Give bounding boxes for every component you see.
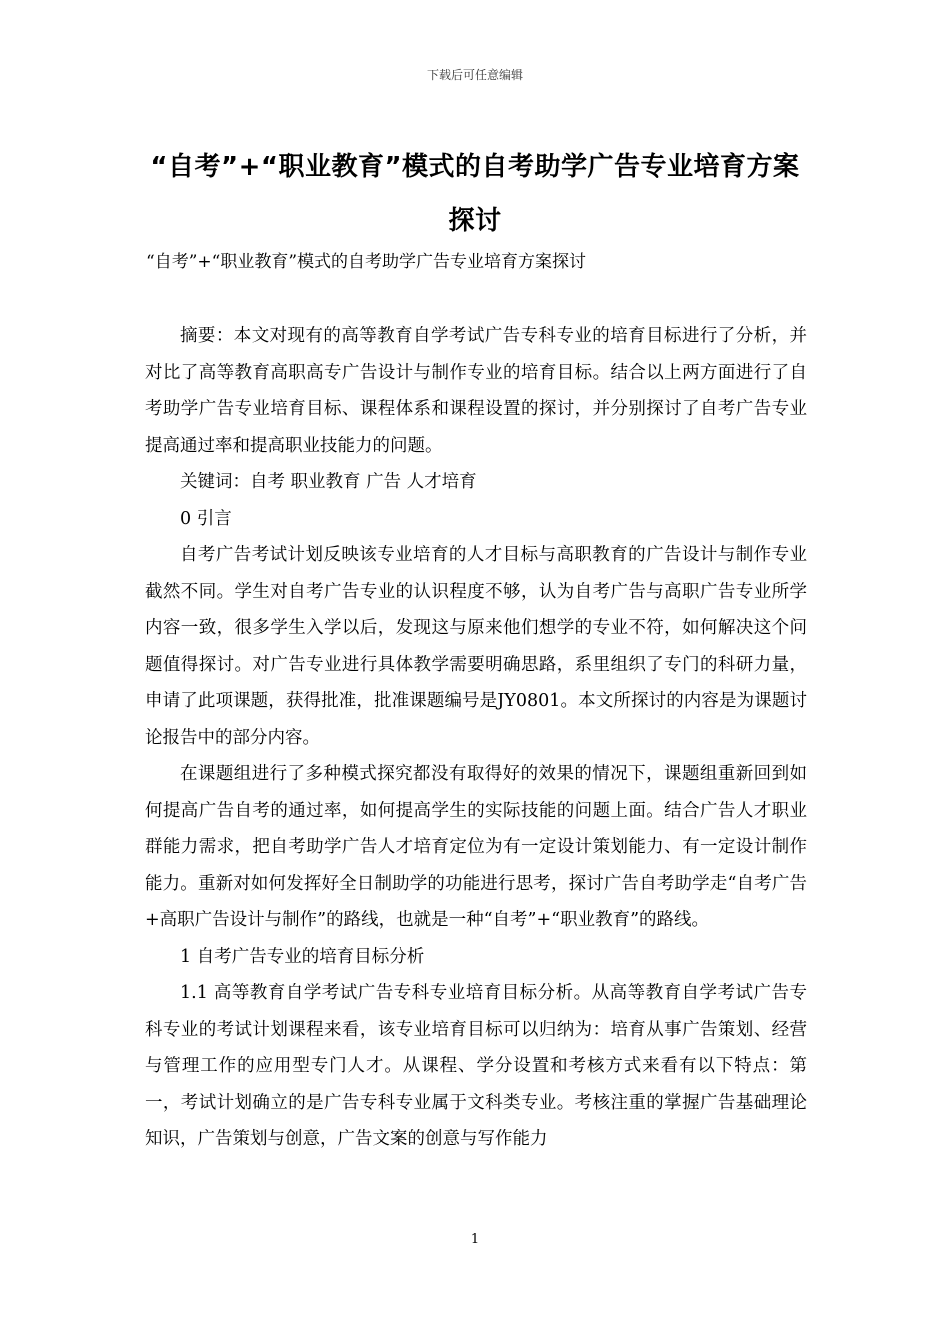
header-note: 下载后可任意编辑 — [426, 68, 523, 82]
document-subtitle: “自考”+“职业教育”模式的自考助学广告专业培育方案探讨 — [146, 252, 587, 272]
body-paragraph: 1.1 高等教育自学考试广告专科专业培育目标分析。从高等教育自学考试广告专科专业的考试计划课程来看，该专业培育目标可以归纳为：培育从事广告策划、经营与管理工作的应用型专门人才。从课程、学分设置和考核方式来看有以下特点：第一，考试计划确立的是广告专科专业属于文科类专业。考核注重的掌握广告基础理论知识，广告策划与创意，广告文案的创意与写作能力 — [145, 983, 807, 1149]
section-heading-introduction: 0 引言 — [180, 508, 232, 529]
document-body — [145, 318, 807, 1158]
title-line-2: 探讨 — [448, 206, 502, 236]
body-paragraph: 在课题组进行了多种模式探究都没有取得好的效果的情况下，课题组重新回到如何提高广告自考的通过率，如何提高学生的实际技能的问题上面。结合广告人才职业群能力需求，把自考助学广告人才培育定位为有一定设计策划能力、有一定设计制作能力。重新对如何发挥好全日制助学的功能进行思考，探讨广告自考助学走“自考广告+高职广告设计与制作”的路线，也就是一种“自考”+“职业教育”的路线。 — [145, 764, 807, 930]
keywords-line: 关键词：自考 职业教育 广告 人才培育 — [180, 472, 477, 492]
page-number: 1 — [470, 1232, 480, 1247]
document-title — [140, 140, 810, 248]
abstract-paragraph: 摘要：本文对现有的高等教育自学考试广告专科专业的培育目标进行了分析，并对比了高等教育高职高专广告设计与制作专业的培育目标。结合以上两方面进行了自考助学广告专业培育目标、课程体系和课程设置的探讨，并分别探讨了自考广告专业提高通过率和提高职业技能力的问题。 — [145, 326, 807, 456]
title-line-1: “自考”+“职业教育”模式的自考助学广告专业培育方案 — [150, 152, 800, 182]
body-paragraph: 自考广告考试计划反映该专业培育的人才目标与高职教育的广告设计与制作专业截然不同。学生对自考广告专业的认识程度不够，认为自考广告与高职广告专业所学内容一致，很多学生入学以后，发现这与原来他们想学的专业不符，如何解决这个问题值得探讨。对广告专业进行具体教学需要明确思路，系里组织了专门的科研力量，申请了此项课题，获得批准，批准课题编号是JY0801。本文所探讨的内容是为课题讨论报告中的部分内容。 — [145, 545, 807, 748]
section-heading-1: 1 自考广告专业的培育目标分析 — [180, 946, 425, 967]
